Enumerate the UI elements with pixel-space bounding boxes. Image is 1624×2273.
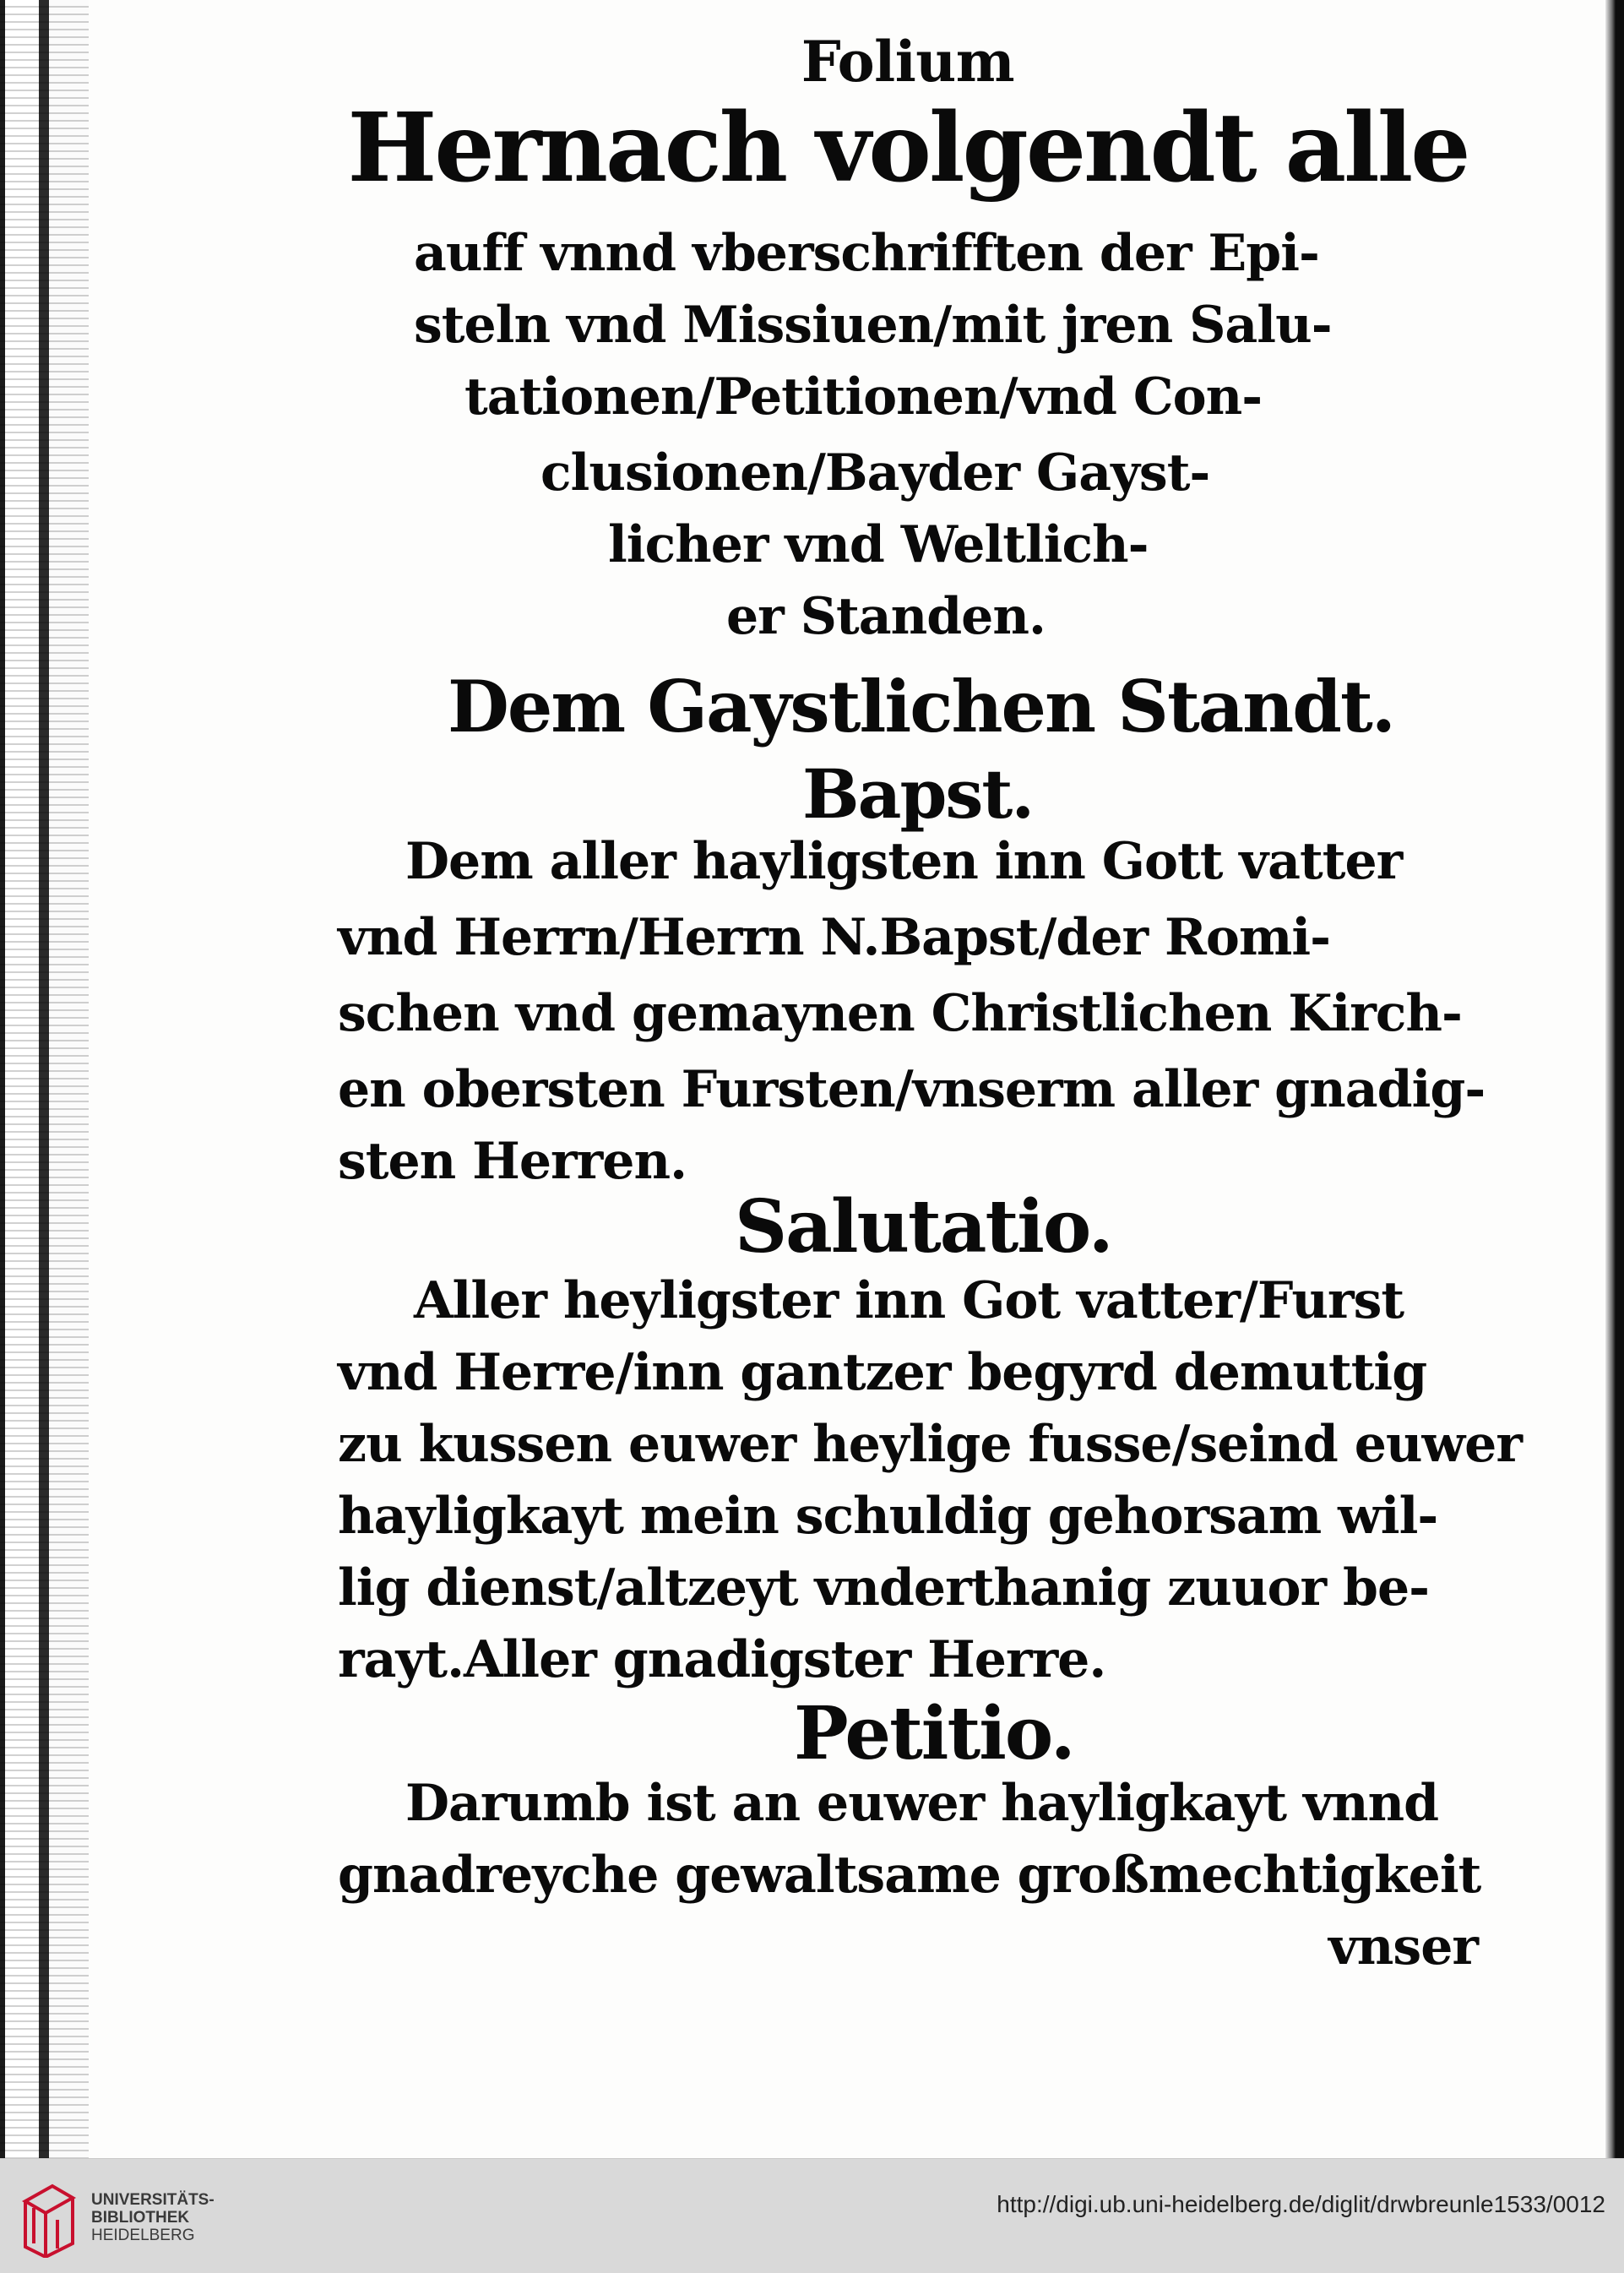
- petitio-line-1: Darumb ist an euwer hayligkayt vnnd: [405, 1774, 1439, 1833]
- page-binding-edge: [0, 0, 89, 2158]
- library-name-line-1: UNIVERSITÄTS-: [91, 2191, 215, 2209]
- section-heading: Dem Gaystlichen Standt.: [448, 665, 1395, 748]
- library-logo-icon[interactable]: [19, 2178, 79, 2258]
- viewer-footer: [0, 2158, 1624, 2273]
- subheading-salutatio: Salutatio.: [735, 1184, 1112, 1270]
- salutatio-line-4: hayligkayt mein schuldig gehorsam wil-: [338, 1487, 1438, 1546]
- salutatio-line-3: zu kussen euwer heylige fusse/seind euwer: [338, 1415, 1522, 1474]
- page-header: Folium: [801, 29, 1015, 95]
- intro-line-6: er Standen.: [726, 587, 1046, 646]
- permalink-url[interactable]: http://digi.ub.uni-heidelberg.de/diglit/drwbreunle1533/0012: [997, 2191, 1605, 2217]
- page-title: Hernach volgendt alle: [347, 93, 1469, 204]
- salutatio-line-5: lig dienst/altzeyt vnderthanig zuuor be-: [338, 1558, 1430, 1618]
- catchword: vnser: [1328, 1917, 1478, 1977]
- intro-line-5: licher vnd Weltlich-: [608, 515, 1149, 574]
- bapst-line-5: sten Herren.: [338, 1132, 687, 1191]
- library-name-line-2: BIBLIOTHEK: [91, 2209, 190, 2227]
- intro-line-3: tationen/Petitionen/vnd Con-: [464, 367, 1263, 427]
- library-name-line-3: HEIDELBERG: [91, 2227, 195, 2244]
- salutatio-line-1: Aller heyligster inn Got vatter/Furst: [414, 1271, 1404, 1330]
- bapst-line-4: en obersten Fursten/vnserm aller gnadig-: [338, 1060, 1485, 1119]
- bapst-line-2: vnd Herrn/Herrn N.Bapst/der Romi-: [338, 908, 1331, 967]
- bapst-line-1: Dem aller hayligsten inn Gott vatter: [405, 832, 1403, 891]
- subheading-bapst: Bapst.: [802, 754, 1034, 834]
- subheading-petitio: Petitio.: [794, 1691, 1074, 1776]
- intro-line-4: clusionen/Bayder Gayst-: [540, 443, 1210, 503]
- petitio-line-2: gnadreyche gewaltsame großmechtigkeit: [338, 1846, 1481, 1905]
- salutatio-line-2: vnd Herre/inn gantzer begyrd demuttig: [338, 1343, 1427, 1402]
- intro-line-2: steln vnd Missiuen/mit jren Salu-: [414, 296, 1332, 355]
- bapst-line-3: schen vnd gemaynen Christlichen Kirch-: [338, 984, 1462, 1043]
- page-right-edge: [1605, 0, 1624, 2158]
- salutatio-line-6: rayt.Aller gnadigster Herre.: [338, 1630, 1106, 1689]
- intro-line-1: auff vnnd vberschrifften der Epi-: [414, 224, 1319, 283]
- library-name: [91, 2191, 215, 2244]
